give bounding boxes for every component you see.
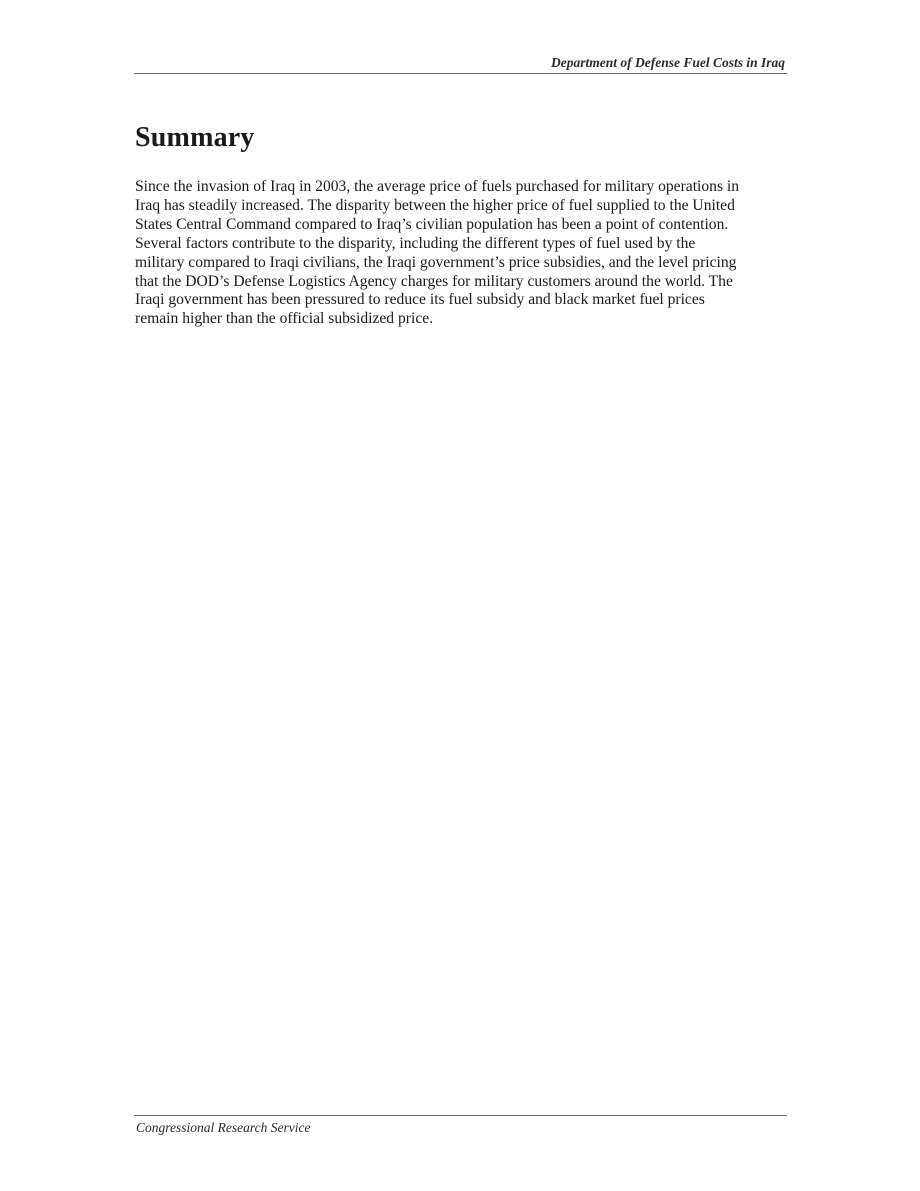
summary-line: States Central Command compared to Iraq’s civilian population has been a point of contention. — [135, 215, 729, 233]
running-header — [134, 55, 787, 74]
footer-publisher: Congressional Research Service — [136, 1120, 311, 1135]
page-title: Summary — [135, 122, 255, 153]
summary-line: remain higher than the official subsidized price. — [135, 310, 434, 328]
summary-line: that the DOD’s Defense Logistics Agency charges for military customers around the world. The — [135, 272, 733, 290]
summary-line: Iraq has steadily increased. The disparity between the higher price of fuel supplied to the United — [135, 196, 735, 214]
running-header-title: Department of Defense Fuel Costs in Iraq — [550, 55, 785, 70]
summary-line: Iraqi government has been pressured to reduce its fuel subsidy and black market fuel prices — [135, 291, 705, 309]
summary-line: Since the invasion of Iraq in 2003, the average price of fuels purchased for military operations in — [135, 178, 740, 195]
footer-divider — [134, 1115, 787, 1116]
summary-line: military compared to Iraqi civilians, the Iraqi government’s price subsidies, and the level pricing — [135, 253, 737, 271]
summary-line: Several factors contribute to the disparity, including the different types of fuel used by the — [135, 234, 696, 252]
summary-paragraph — [135, 178, 787, 329]
